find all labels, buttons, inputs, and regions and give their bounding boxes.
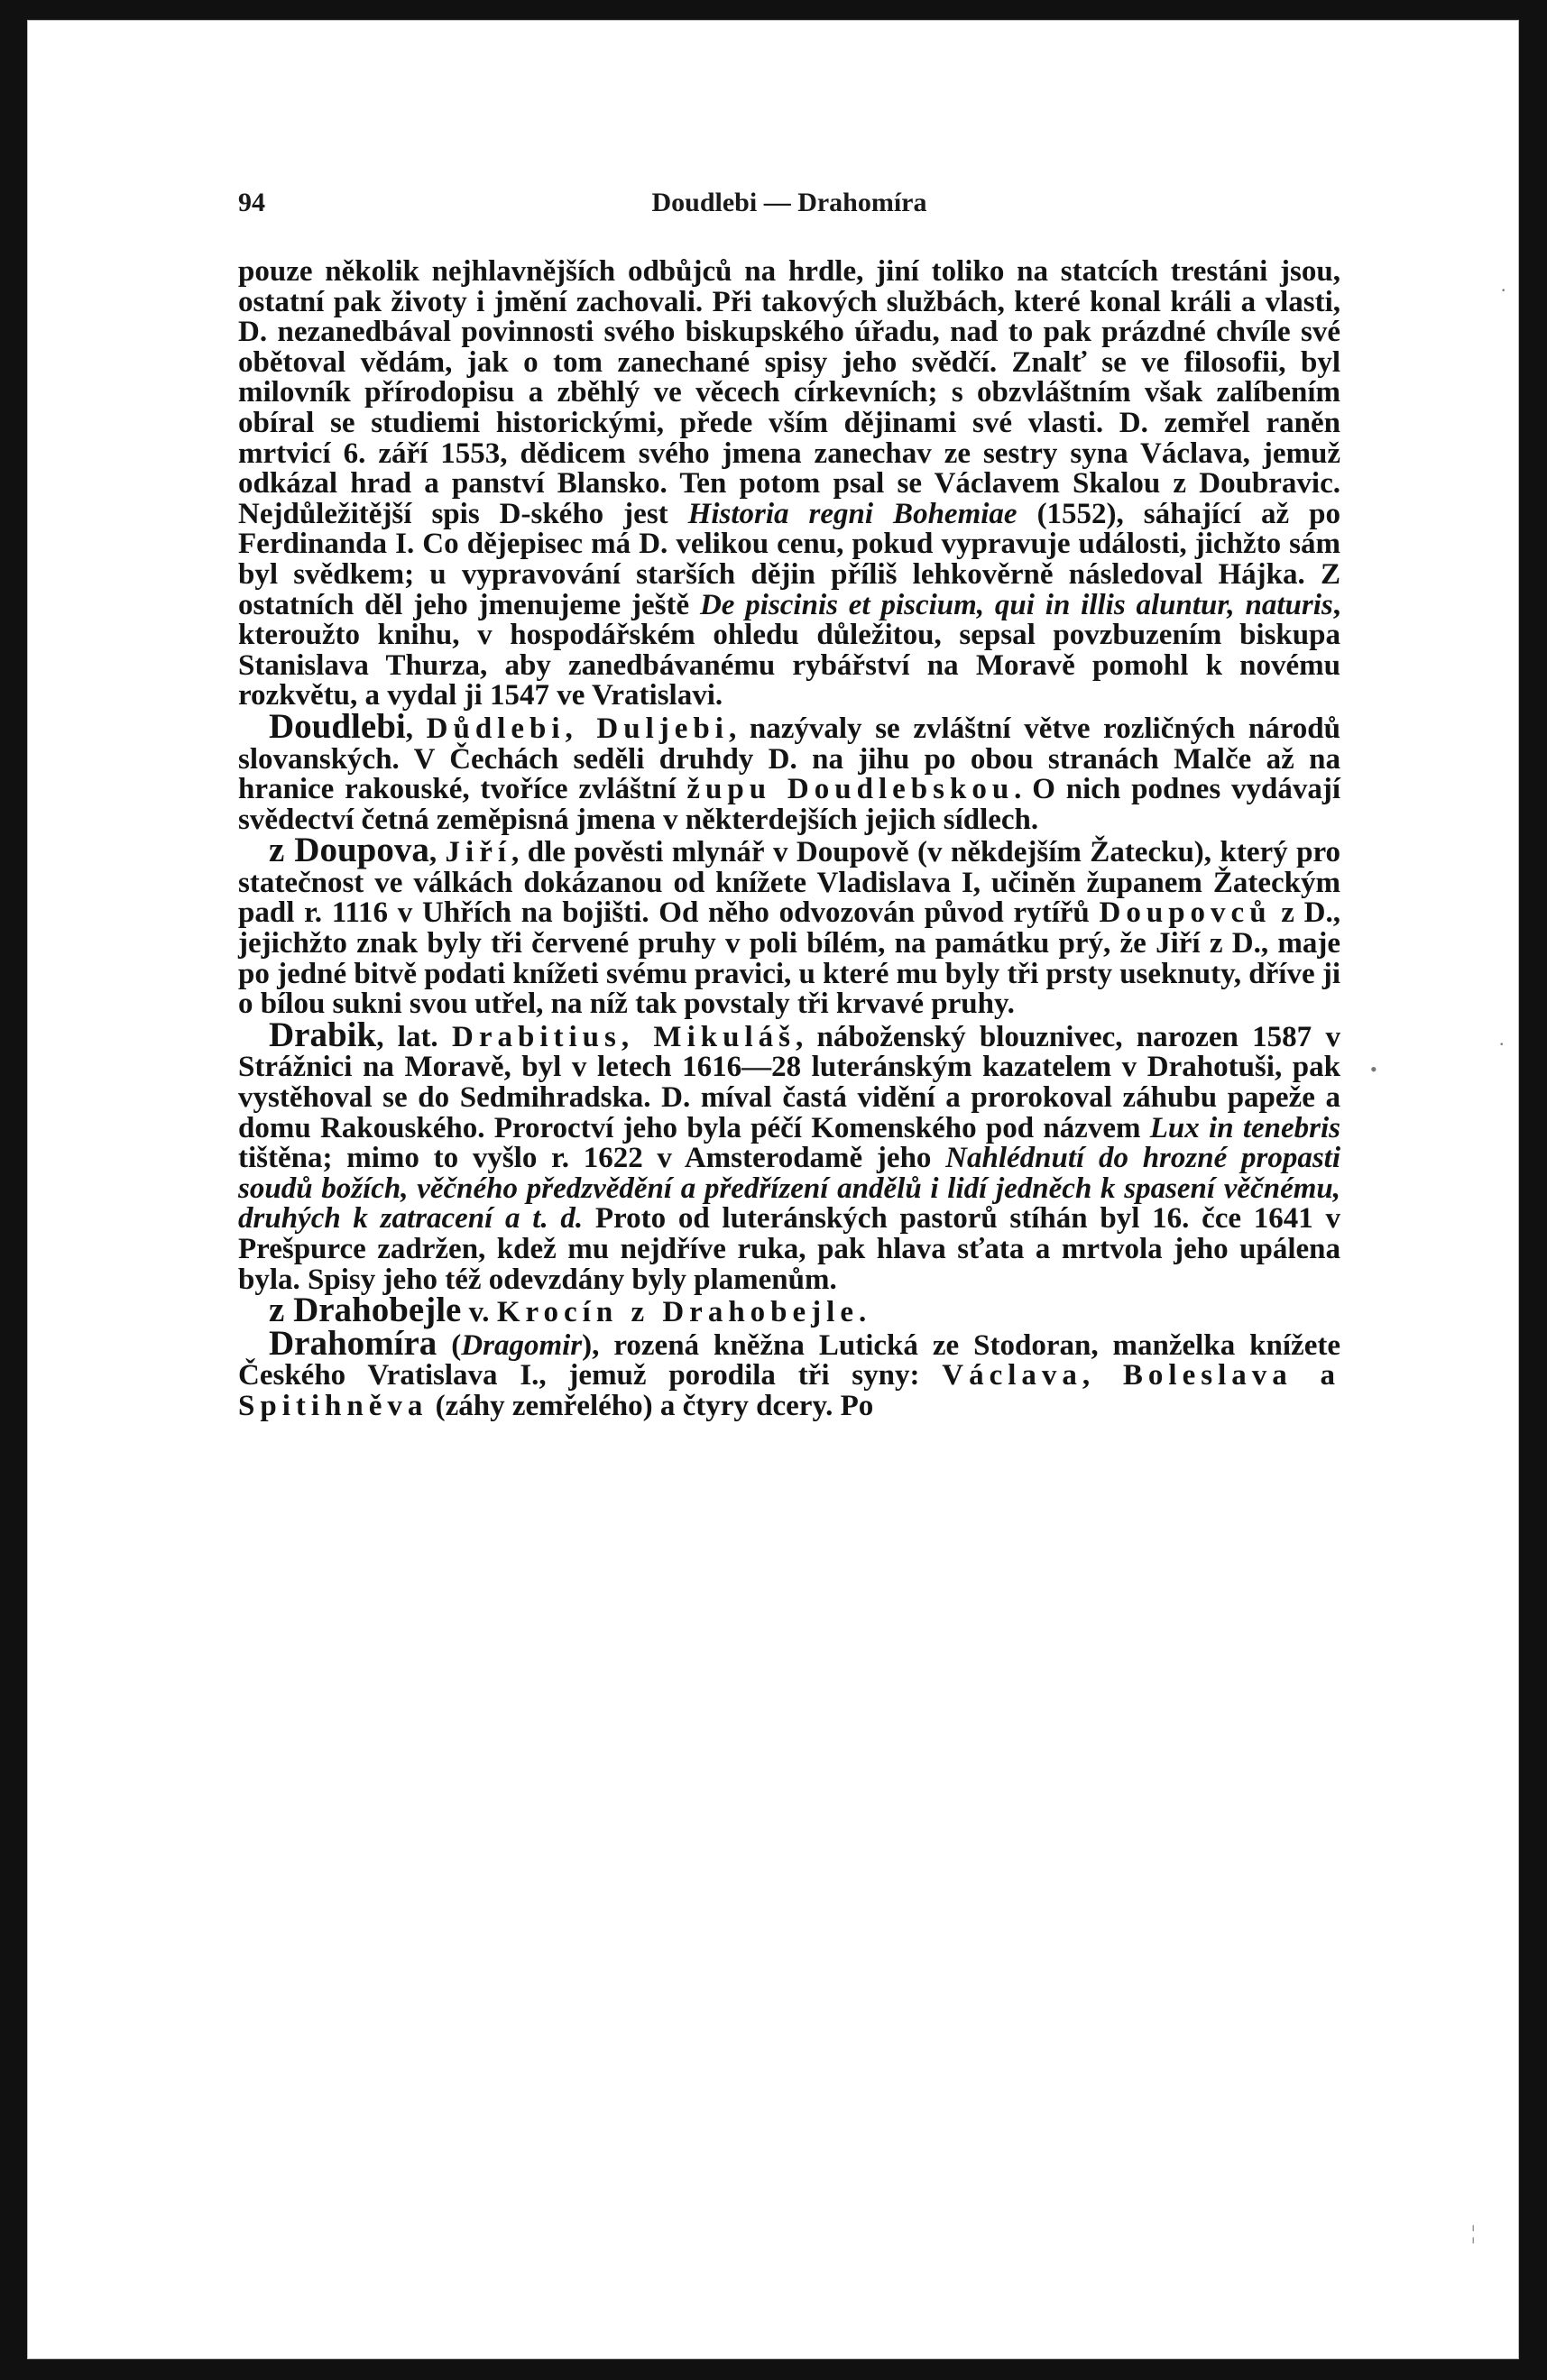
cross-reference: Krocín z Drahobejle bbox=[496, 1296, 859, 1329]
entry-drahomira bbox=[238, 1323, 1341, 1422]
text-run: v. bbox=[461, 1296, 497, 1329]
continued-paragraph bbox=[238, 257, 1340, 712]
entry-doudlebi: Doudlebi, Důdlebi, Duljebi, nazývaly se zvláštní větve rozličných národů slovanských. V Čechách seděli druhdy D. na jihu po obou stranách Malče až na hranice rakouské, tvoříce zvláštní župu Doudlebskou. O nich podnes vydávají svědectví četná zeměpisná jmena v některdejších jejich sídlech. bbox=[238, 706, 1341, 836]
text-run: pouze několik nejhlavnějších odbůjců na hrdle, jiní toliko na statcích trestáni jsou, ostatní pak životy i jmění zachovali. Při takových službách, které konal králi a vlasti, D. nezanedbával povinnosti svého biskupského úřadu, nad to pak prázdné chvíle své obětoval vědám, jak o tom zanechané spisy jeho svědčí. Znalť se ve filosofii, byl milovník přírodopisu a zběhlý ve věcech církevních; s obzvláštním však zalíbením obíral se studiemi historickými, přede vším dějinami své vlasti. D. zemřel raněn mrtvicí 6. září 1553, dědicem svého jmena zanechav ze sestry syna Václava, jemuž odkázal hrad a panství Blansko. Ten potom psal se Václavem Skalou z Doubravic. Nejdůležitější spis D-ského jest bbox=[238, 255, 1340, 530]
text-run: Proto od luteránských pastorů stíhán byl 16. čce 1641 v Prešpurce zadržen, kdež mu nejdříve ruka, pak hlava sťata a mrtvola jeho upálena byla. Spisy jeho též odevzdány byly plamenům. bbox=[238, 1202, 1340, 1296]
book-title: De piscinis et piscium, qui in illis aluntur, naturis bbox=[699, 588, 1333, 621]
margin-speck: · bbox=[1498, 1033, 1506, 1055]
text-run: , kteroužto knihu, v hospodářském ohledu důležitou, sepsal povzbuzením biskupa Stanislava Thurza, aby zanedbávanému rybářství na Moravě pomohl k novému rozkvětu, a vydal ji 1547 ve Vratislavi. bbox=[238, 588, 1340, 712]
headword-variants: Důdlebi, Duljebi bbox=[426, 712, 729, 745]
text-run: , náboženský blouznivec, narozen 1587 v Strážnici na Moravě, byl v letech 1616—28 luteránským kazatelem v Drahotuši, pak vystěhoval se do Sedmihradska. D. míval častá vidění a prorokoval záhubu papeže a domu Rakouského. Proroctví jeho byla péčí Komenského pod názvem bbox=[238, 1020, 1340, 1144]
entry-headword: Drabik bbox=[269, 1015, 377, 1054]
text-run: , nazývaly se zvláštní větve rozličných národů slovanských. V Čechách seděli druhdy D. na jihu po obou stranách Malče až na hranice rakouské, tvoříce zvláštní bbox=[238, 712, 1340, 806]
entry-prefix: z bbox=[269, 831, 295, 870]
text-run: (1552), sáhající až po Ferdinanda I. Co dějepisec má D. velikou cenu, pokud vypravuje události, jichžto sám byl svědkem; u vypravování starších dějin příliš lehkověrně následoval Hájka. Z ostatních děl jeho jmenujeme ještě bbox=[238, 497, 1340, 621]
entry-prefix: z bbox=[269, 1291, 294, 1330]
book-title: Nahlédnutí do hrozné propasti soudů božích, věčného předzvědění a předřízení andělů i lidí jedněch k spasení věčnému, druhých k zatracení a t. d. bbox=[238, 1142, 1340, 1236]
entry-name: Jiří bbox=[445, 836, 512, 869]
entry-headword: Doupova bbox=[294, 831, 429, 870]
page-number: 94 bbox=[238, 188, 265, 217]
text-run: , dle pověsti mlynář v Doupově (v někdejším Žatecku), který pro statečnost ve válkách dokázanou od knížete Vladislava I, učiněn županem Žateckým padl r. 1116 v Uhřích na bojišti. Od něho odvozován původ rytířů bbox=[238, 836, 1341, 930]
entry-drabik bbox=[238, 1015, 1341, 1296]
spaced-text: Václava, Boleslava a Spitihněva bbox=[238, 1359, 1341, 1422]
page-header bbox=[238, 188, 1340, 227]
entry-headword: Drahomíra bbox=[269, 1323, 437, 1363]
entry-doupova: z Doupova, Jiří, dle pověsti mlynář v Doupově (v někdejším Žatecku), který pro statečnost ve válkách dokázanou od knížete Vladislava I, učiněn županem Žateckým padl r. 1116 v Uhřích na bojišti. Od něho odvozován původ rytířů Doupovců z D., jejichžto znak byly tři červené pruhy v poli bílém, na památku prý, že Jiří z D., maje po jedné bitvě podati knížeti svému pravici, u které mu byly tři prsty useknuty, dříve ji o bílou sukni svou utřel, na níž tak povstaly tři krvavé pruhy. bbox=[238, 831, 1341, 1021]
text-run: , lat. bbox=[376, 1020, 452, 1053]
entry-headword: Doudlebi bbox=[269, 706, 406, 746]
text-run: ), rozená kněžna Lutická ze Stodoran, manželka knížete Českého Vratislava I., jemuž porodila tři syny: bbox=[238, 1328, 1340, 1392]
margin-speck: • bbox=[1370, 1058, 1377, 1080]
book-title: Historia regni Bohemiae bbox=[687, 497, 1018, 530]
spaced-text: Doupovců bbox=[1099, 896, 1272, 930]
page bbox=[27, 20, 1519, 2359]
text-run: . O nich podnes vydávají svědectví četná zeměpisná jmena v některdejších jejich sídlech. bbox=[238, 773, 1341, 836]
text-run: z D., jejichžto znak byly tři červené pruhy v poli bílém, na památku prý, že Jiří z D., maje po jedné bitvě podati knížeti svému pravici, u které mu byly tři prsty useknuty, dříve ji o bílou sukni svou utřel, na níž tak povstaly tři krvavé pruhy. bbox=[238, 896, 1340, 1021]
spaced-text: župu Doudlebskou bbox=[686, 773, 1015, 806]
text-run: (záhy zemřelého) a čtyry dcery. Po bbox=[428, 1389, 874, 1422]
text-run: ( bbox=[437, 1328, 462, 1362]
text-run: . bbox=[858, 1296, 867, 1329]
running-title: Doudlebi — Drahomíra bbox=[651, 188, 927, 217]
margin-speck: ¦ bbox=[1471, 2221, 1476, 2244]
book-title: Lux in tenebris bbox=[1149, 1111, 1341, 1144]
margin-speck: · bbox=[1500, 279, 1507, 301]
entry-headword: Drahobejle bbox=[293, 1291, 462, 1330]
entry-name: Drabitius, Mikuláš bbox=[452, 1020, 796, 1053]
alternate-name: Dragomir bbox=[461, 1328, 583, 1362]
text-run: tištěna; mimo to vyšlo r. 1622 v Amsterodamě jeho bbox=[238, 1142, 946, 1175]
body-text bbox=[238, 257, 1340, 1422]
